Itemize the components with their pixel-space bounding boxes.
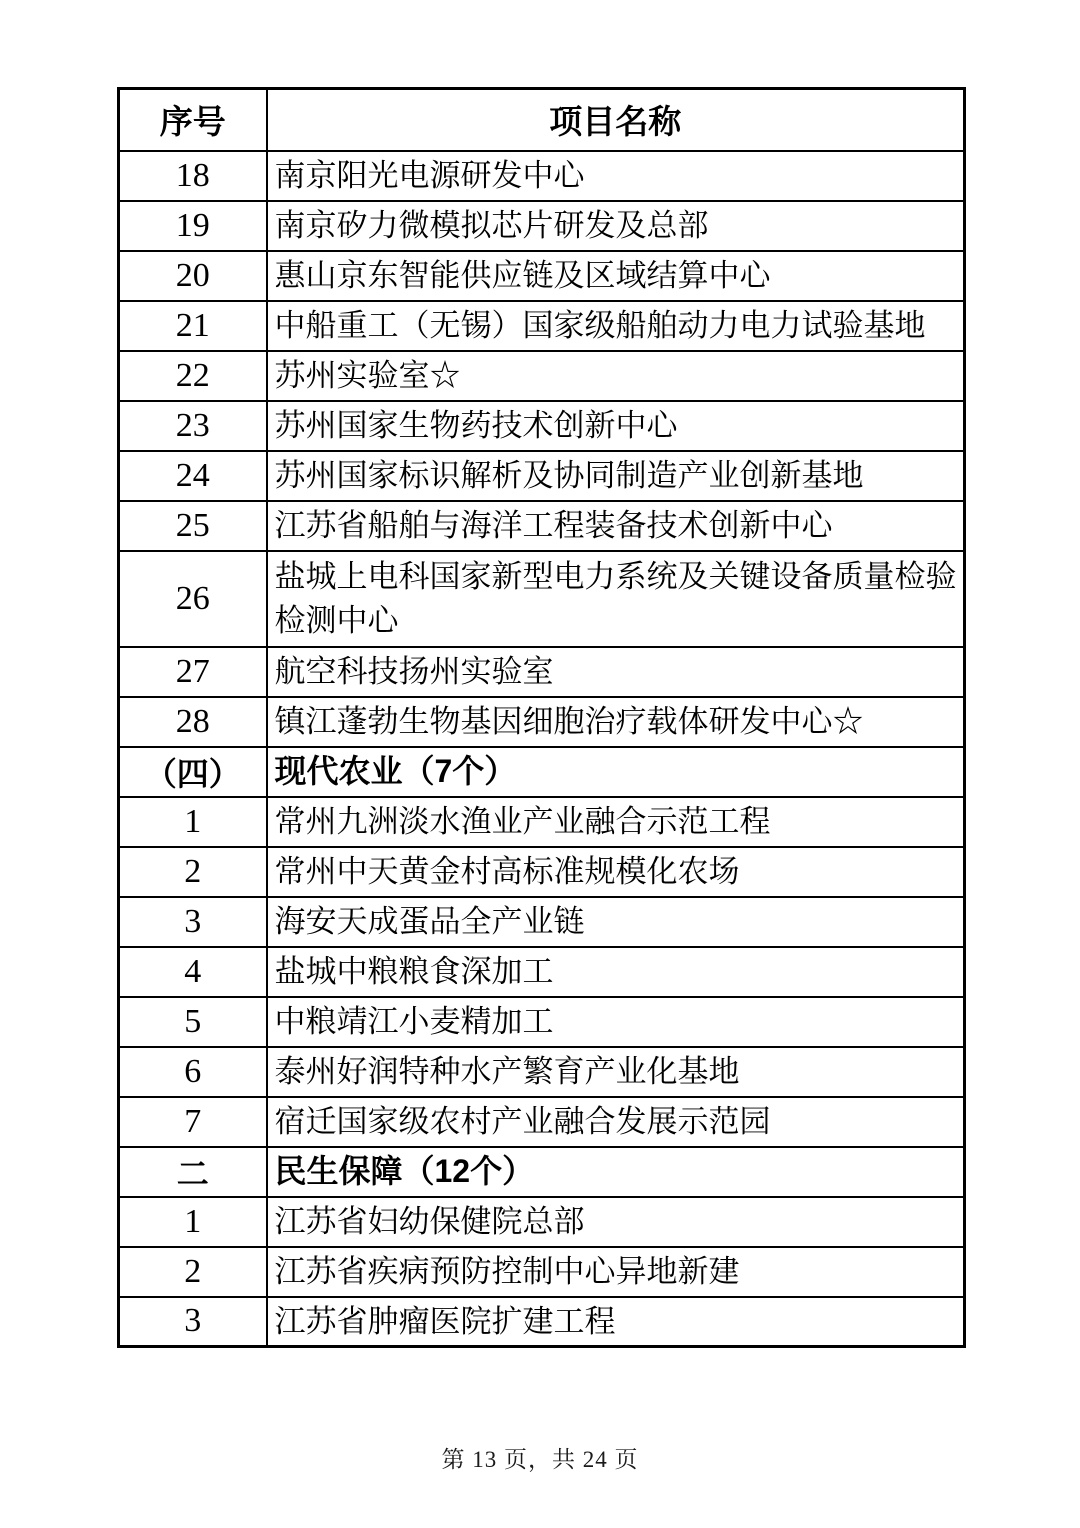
row-project-name-cell: 常州中天黄金村高标准规模化农场 <box>267 847 965 897</box>
section-row <box>119 1147 965 1197</box>
row-index-cell: 19 <box>119 201 267 251</box>
row-index-cell: 20 <box>119 251 267 301</box>
row-index-cell: 1 <box>119 1197 267 1247</box>
row-project-name-cell: 海安天成蛋品全产业链 <box>267 897 965 947</box>
row-project-name-cell: 泰州好润特种水产繁育产业化基地 <box>267 1047 965 1097</box>
row-project-name-cell: 盐城上电科国家新型电力系统及关键设备质量检验检测中心 <box>267 551 965 647</box>
row-index-cell: 27 <box>119 647 267 697</box>
table-row <box>119 1097 965 1147</box>
row-project-name-cell: 盐城中粮粮食深加工 <box>267 947 965 997</box>
row-project-name-cell: 航空科技扬州实验室 <box>267 647 965 697</box>
table-row <box>119 947 965 997</box>
table-row <box>119 897 965 947</box>
row-index-cell: 2 <box>119 847 267 897</box>
table-row <box>119 151 965 201</box>
row-index-cell: 18 <box>119 151 267 201</box>
row-project-name-cell: 惠山京东智能供应链及区域结算中心 <box>267 251 965 301</box>
row-project-name-cell: 中粮靖江小麦精加工 <box>267 997 965 1047</box>
table-row <box>119 1197 965 1247</box>
table-row <box>119 201 965 251</box>
table-row <box>119 551 965 647</box>
table-row <box>119 351 965 401</box>
table-row <box>119 847 965 897</box>
table-row <box>119 697 965 747</box>
row-project-name-cell: 中船重工（无锡）国家级船舶动力电力试验基地 <box>267 301 965 351</box>
row-project-name-cell: 镇江蓬勃生物基因细胞治疗载体研发中心☆ <box>267 697 965 747</box>
row-project-name-cell: 南京阳光电源研发中心 <box>267 151 965 201</box>
page-footer <box>0 1441 1080 1474</box>
row-index-cell: 23 <box>119 401 267 451</box>
row-project-name-cell: 南京矽力微模拟芯片研发及总部 <box>267 201 965 251</box>
header-cell-serial-number: 序号 <box>119 89 267 151</box>
row-project-name-cell: 江苏省妇幼保健院总部 <box>267 1197 965 1247</box>
row-project-name-cell: 民生保障（12个） <box>267 1147 965 1197</box>
row-index-cell: 二 <box>119 1147 267 1197</box>
row-index-cell: （四） <box>119 747 267 797</box>
row-index-cell: 21 <box>119 301 267 351</box>
row-index-cell: 22 <box>119 351 267 401</box>
section-row <box>119 747 965 797</box>
table-row <box>119 647 965 697</box>
table-row <box>119 1297 965 1347</box>
row-index-cell: 2 <box>119 1247 267 1297</box>
row-index-cell: 28 <box>119 697 267 747</box>
table-header-row <box>119 89 965 151</box>
table-row <box>119 1047 965 1097</box>
row-index-cell: 4 <box>119 947 267 997</box>
row-project-name-cell: 苏州实验室☆ <box>267 351 965 401</box>
project-table <box>117 87 966 1348</box>
row-project-name-cell: 江苏省疾病预防控制中心异地新建 <box>267 1247 965 1297</box>
table-row <box>119 997 965 1047</box>
row-index-cell: 5 <box>119 997 267 1047</box>
table-row <box>119 501 965 551</box>
row-project-name-cell: 现代农业（7个） <box>267 747 965 797</box>
row-project-name-cell: 江苏省船舶与海洋工程装备技术创新中心 <box>267 501 965 551</box>
row-project-name-cell: 江苏省肿瘤医院扩建工程 <box>267 1297 965 1347</box>
row-project-name-cell: 苏州国家标识解析及协同制造产业创新基地 <box>267 451 965 501</box>
row-index-cell: 1 <box>119 797 267 847</box>
header-cell-project-name: 项目名称 <box>267 89 965 151</box>
table-row <box>119 251 965 301</box>
row-project-name-cell: 苏州国家生物药技术创新中心 <box>267 401 965 451</box>
table-row <box>119 401 965 451</box>
row-index-cell: 26 <box>119 551 267 647</box>
row-index-cell: 7 <box>119 1097 267 1147</box>
row-index-cell: 25 <box>119 501 267 551</box>
table-row <box>119 1247 965 1297</box>
row-index-cell: 24 <box>119 451 267 501</box>
table-row <box>119 451 965 501</box>
row-index-cell: 6 <box>119 1047 267 1097</box>
row-project-name-cell: 常州九洲淡水渔业产业融合示范工程 <box>267 797 965 847</box>
row-index-cell: 3 <box>119 1297 267 1347</box>
table-row <box>119 301 965 351</box>
table-row <box>119 797 965 847</box>
row-project-name-cell: 宿迁国家级农村产业融合发展示范园 <box>267 1097 965 1147</box>
page-number-text: 第 13 页，共 24 页 <box>441 1447 639 1472</box>
row-index-cell: 3 <box>119 897 267 947</box>
table-body <box>119 151 965 1347</box>
